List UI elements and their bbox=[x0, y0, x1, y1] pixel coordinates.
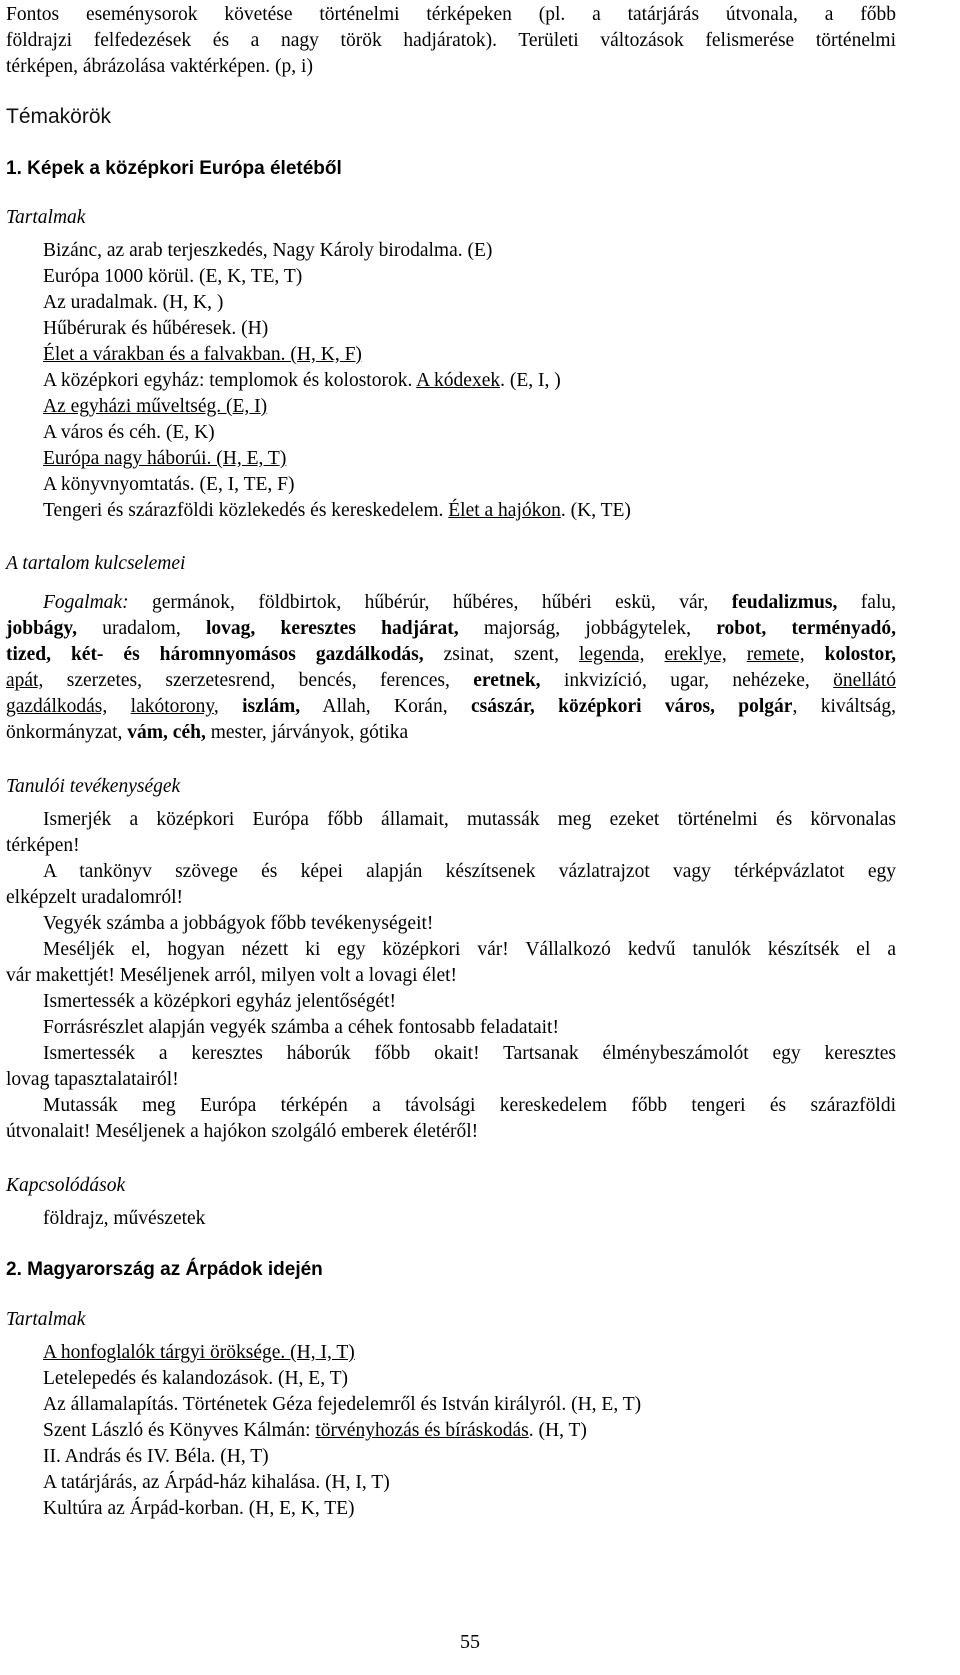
topic1-contents-heading: Tartalmak bbox=[6, 207, 86, 228]
topic2-content-3: Az államalapítás. Történetek Géza fejedelemről és István királyról. (H, E, T) bbox=[43, 1394, 642, 1415]
activity-4-line-1: Meséljék el, hogyan nézett ki egy középkori vár! Vállalkozó kedvű tanulók készítsék el a bbox=[43, 939, 896, 960]
concepts-text: falu, bbox=[837, 592, 896, 613]
concepts-underlined: gazdálkodás, bbox=[6, 696, 108, 717]
topic1-content-4: Hűbérurak és hűbéresek. (H) bbox=[43, 318, 269, 339]
concepts-space bbox=[805, 644, 825, 665]
topic1-content-10: A könyvnyomtatás. (E, I, TE, F) bbox=[43, 474, 295, 495]
page-number: 55 bbox=[460, 1631, 480, 1653]
topic1-key-elements-heading: A tartalom kulcselemei bbox=[6, 553, 186, 574]
activity-3: Vegyék számba a jobbágyok főbb tevékenységeit! bbox=[43, 913, 434, 934]
topic1-activities-heading: Tanulói tevékenységek bbox=[6, 776, 181, 797]
topic1-content-11-tail: . (K, TE) bbox=[560, 500, 631, 521]
topic1-content-6-underlined: A kódexek bbox=[416, 370, 501, 391]
concepts-text: germánok, földbirtok, hűbérúr, hűbéres, hűbéri eskü, vár, bbox=[128, 592, 732, 613]
concepts-text: , bbox=[213, 696, 243, 717]
topic2-content-2: Letelepedés és kalandozások. (H, E, T) bbox=[43, 1368, 349, 1389]
concepts-bold: iszlám, bbox=[242, 696, 301, 717]
activity-1-line-2: térképen! bbox=[6, 835, 80, 856]
activity-8-line-2: útvonalait! Meséljenek a hajókon szolgáló emberek életéről! bbox=[6, 1121, 479, 1142]
concepts-text: majorság, jobbágytelek, bbox=[458, 618, 717, 639]
topic2-content-5: II. András és IV. Béla. (H, T) bbox=[43, 1446, 269, 1467]
topic1-content-11 bbox=[43, 497, 631, 524]
topic1-connections: földrajz, művészetek bbox=[43, 1208, 206, 1229]
activity-2-line-2: elképzelt uradalomról! bbox=[6, 887, 184, 908]
concepts-text: inkvizíció, ugar, nehézeke, bbox=[540, 670, 834, 691]
concepts-text: mester, járványok, gótika bbox=[205, 722, 409, 743]
topic2-content-7: Kultúra az Árpád-korban. (H, E, K, TE) bbox=[43, 1498, 355, 1519]
concepts-bold: robot, terményadó, bbox=[716, 618, 896, 639]
concepts-underlined: önellátó bbox=[833, 670, 896, 691]
concepts-space bbox=[107, 696, 130, 717]
concepts-text: zsinat, szent, bbox=[423, 644, 579, 665]
topic1-connections-heading: Kapcsolódások bbox=[6, 1175, 126, 1196]
topic1-content-8: A város és céh. (E, K) bbox=[43, 422, 215, 443]
concepts-label: Fogalmak: bbox=[43, 592, 129, 613]
topic1-content-7: Az egyházi műveltség. (E, I) bbox=[43, 396, 268, 417]
topic1-content-2: Európa 1000 körül. (E, K, TE, T) bbox=[43, 266, 303, 287]
concepts-space bbox=[644, 644, 664, 665]
topic1-content-9: Európa nagy háborúi. (H, E, T) bbox=[43, 448, 287, 469]
topic1-title: 1. Képek a középkori Európa életéből bbox=[6, 158, 342, 179]
concepts-text: uradalom, bbox=[76, 618, 206, 639]
concepts-bold: jobbágy, bbox=[6, 618, 77, 639]
topic2-content-4 bbox=[43, 1417, 587, 1444]
concepts-line-1 bbox=[43, 589, 896, 616]
activity-5: Ismertessék a középkori egyház jelentőségét! bbox=[43, 991, 397, 1012]
activity-1-line-1: Ismerjék a középkori Európa főbb államait, mutassák meg ezeket történelmi és körvonalas bbox=[43, 809, 896, 830]
topic1-content-1: Bizánc, az arab terjeszkedés, Nagy Károly birodalma. (E) bbox=[43, 240, 493, 261]
topic2-content-4-tail: . (H, T) bbox=[528, 1420, 587, 1441]
topic2-title: 2. Magyarország az Árpádok idején bbox=[6, 1259, 323, 1280]
activity-8-line-1: Mutassák meg Európa térképén a távolsági kereskedelem főbb tengeri és szárazföldi bbox=[43, 1095, 896, 1116]
activity-7-line-1: Ismertessék a keresztes háborúk főbb okait! Tartsanak élménybeszámolót egy keresztes bbox=[43, 1043, 896, 1064]
concepts-underlined: ereklye, bbox=[664, 644, 727, 665]
topic2-content-6: A tatárjárás, az Árpád-ház kihalása. (H, I, T) bbox=[43, 1472, 390, 1493]
concepts-underlined: lakótorony bbox=[130, 696, 214, 717]
topic1-content-11-underlined: Élet a hajókon bbox=[448, 500, 561, 521]
topic1-content-6-text: A középkori egyház: templomok és kolostorok. bbox=[43, 370, 417, 391]
concepts-underlined: apát, bbox=[6, 670, 44, 691]
activity-2-line-1: A tankönyv szövege és képei alapján készítsenek vázlatrajzot vagy térképvázlatot egy bbox=[43, 861, 896, 882]
topic1-content-11-text: Tengeri és szárazföldi közlekedés és kereskedelem. bbox=[43, 500, 449, 521]
topic1-content-5: Élet a várakban és a falvakban. (H, K, F) bbox=[43, 344, 362, 365]
topic2-content-4-text: Szent László és Könyves Kálmán: bbox=[43, 1420, 316, 1441]
activity-4-line-2: vár makettjét! Meséljenek arról, milyen volt a lovagi élet! bbox=[6, 965, 458, 986]
concepts-text: Allah, Korán, bbox=[300, 696, 471, 717]
concepts-space bbox=[727, 644, 747, 665]
concepts-bold: tized, két- és háromnyomásos gazdálkodás, bbox=[6, 644, 424, 665]
concepts-line-6 bbox=[6, 719, 408, 746]
concepts-text: , kiváltság, bbox=[792, 696, 897, 717]
concepts-bold: császár, középkori város, polgár bbox=[470, 696, 793, 717]
concepts-bold: eretnek, bbox=[473, 670, 541, 691]
concepts-line-3 bbox=[6, 641, 896, 668]
topic2-content-4-underlined: törvényhozás és bíráskodás bbox=[315, 1420, 529, 1441]
topic1-content-3: Az uradalmak. (H, K, ) bbox=[43, 292, 224, 313]
intro-line-3: térképen, ábrázolása vaktérképen. (p, i) bbox=[6, 56, 313, 77]
topic1-content-6-tail: . (E, I, ) bbox=[500, 370, 561, 391]
concepts-text: önkormányzat, bbox=[6, 722, 128, 743]
concepts-underlined: remete, bbox=[746, 644, 805, 665]
concepts-bold: kolostor, bbox=[824, 644, 896, 665]
concepts-bold: vám, céh, bbox=[127, 722, 206, 743]
topic2-content-1: A honfoglalók tárgyi öröksége. (H, I, T) bbox=[43, 1342, 355, 1363]
intro-line-2: földrajzi felfedezések és a nagy török hadjáratok). Területi változások felismerése történelmi bbox=[6, 30, 896, 51]
concepts-line-2 bbox=[6, 615, 896, 642]
concepts-underlined: legenda, bbox=[578, 644, 645, 665]
activity-6: Forrásrészlet alapján vegyék számba a céhek fontosabb feladatait! bbox=[43, 1017, 559, 1038]
intro-line-1: Fontos eseménysorok követése történelmi térképeken (pl. a tatárjárás útvonala, a főbb bbox=[6, 4, 896, 25]
concepts-bold: feudalizmus, bbox=[731, 592, 838, 613]
concepts-line-4 bbox=[6, 667, 896, 694]
activity-7-line-2: lovag tapasztalatairól! bbox=[6, 1069, 179, 1090]
concepts-text: szerzetes, szerzetesrend, bencés, ferences, bbox=[43, 670, 474, 691]
concepts-line-5 bbox=[6, 693, 896, 720]
concepts-bold: lovag, keresztes hadjárat, bbox=[205, 618, 459, 639]
topic2-contents-heading: Tartalmak bbox=[6, 1309, 86, 1330]
topic1-content-6 bbox=[43, 367, 561, 394]
topics-heading: Témakörök bbox=[6, 105, 112, 128]
